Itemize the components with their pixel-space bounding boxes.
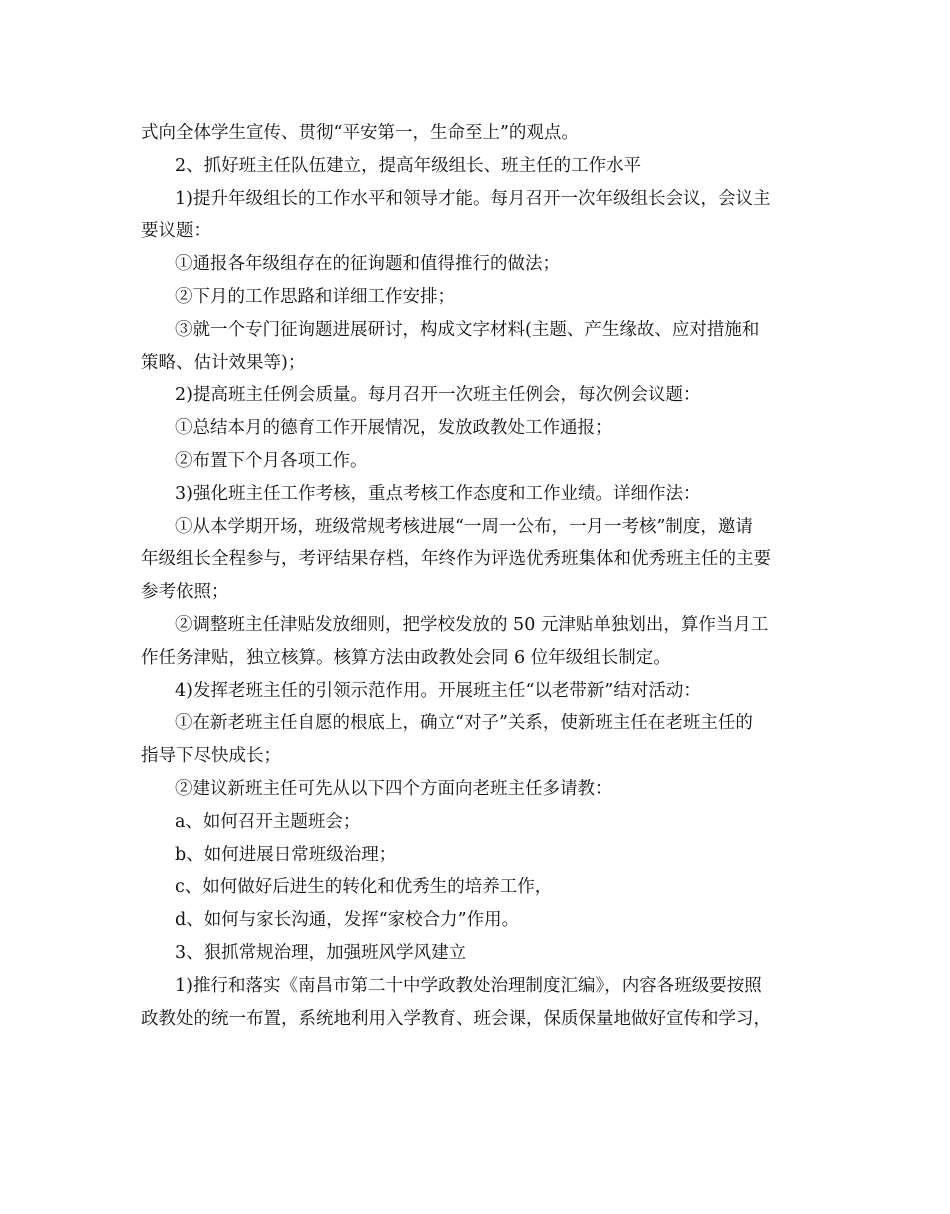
text-line: ①总结本月的德育工作开展情况，发放政教处工作通报； [175, 418, 613, 439]
text-line: b、如何进展日常班级治理； [175, 844, 397, 865]
text-line: ②布置下个月各项工作。 [175, 450, 368, 471]
document-body [141, 117, 813, 1035]
text-line: 3)强化班主任工作考核，重点考核工作态度和工作业绩。详细作法： [175, 483, 701, 504]
text-line: ②下月的工作思路和详细工作安排； [175, 286, 455, 307]
text-line: d、如何与家长沟通，发挥“家校合力”作用。 [175, 910, 520, 931]
text-line: 1)提升年级组长的工作水平和领导才能。每月召开一次年级组长会议，会议主 [175, 188, 771, 209]
text-line: 3、狠抓常规治理，加强班风学风建立 [175, 942, 467, 963]
text-line: ③就一个专门征询题进展研讨，构成文字材料(主题、产生缘故、应对措施和 [175, 319, 760, 340]
text-line: 2、抓好班主任队伍建立，提高年级组长、班主任的工作水平 [175, 155, 642, 176]
text-line: 参考依照； [141, 582, 229, 603]
text-line: 式向全体学生宣传、贯彻“平安第一，生命至上”的观点。 [141, 123, 579, 143]
text-line: 作任务津贴，独立核算。核算方法由政教处会同 6 位年级组长制定。 [141, 647, 671, 668]
text-line: ②调整班主任津贴发放细则，把学校发放的 50 元津贴单独划出，算作当月工 [175, 614, 769, 635]
text-line: 要议题： [141, 221, 211, 242]
text-line: 策略、估计效果等)； [141, 352, 306, 373]
text-line: ②建议新班主任可先从以下四个方面向老班主任多请教： [175, 778, 613, 799]
text-line: ①从本学期开场，班级常规考核进展“一周一公布，一月一考核”制度，邀请 [175, 516, 753, 537]
text-line: 年级组长全程参与，考评结果存档，年终作为评选优秀班集体和优秀班主任的主要 [141, 549, 771, 570]
text-line: 2)提高班主任例会质量。每月召开一次班主任例会，每次例会议题： [175, 385, 701, 406]
text-line: 指导下尽快成长； [141, 746, 281, 767]
text-line: ①在新老班主任自愿的根底上，确立“对子”关系，使新班主任在老班主任的 [175, 713, 753, 734]
text-line: 4)发挥老班主任的引领示范作用。开展班主任“以老带新”结对活动： [175, 680, 701, 701]
text-line: c、如何做好后进生的转化和优秀生的培养工作， [175, 877, 553, 898]
text-line: 政教处的统一布置，系统地利用入学教育、班会课，保质保量地做好宣传和学习， [141, 1008, 771, 1029]
text-line: ①通报各年级组存在的征询题和值得推行的做法； [175, 254, 560, 275]
text-line: a、如何召开主题班会； [175, 811, 361, 832]
text-line: 1)推行和落实《南昌市第二十中学政教处治理制度汇编》，内容各班级要按照 [175, 975, 762, 996]
